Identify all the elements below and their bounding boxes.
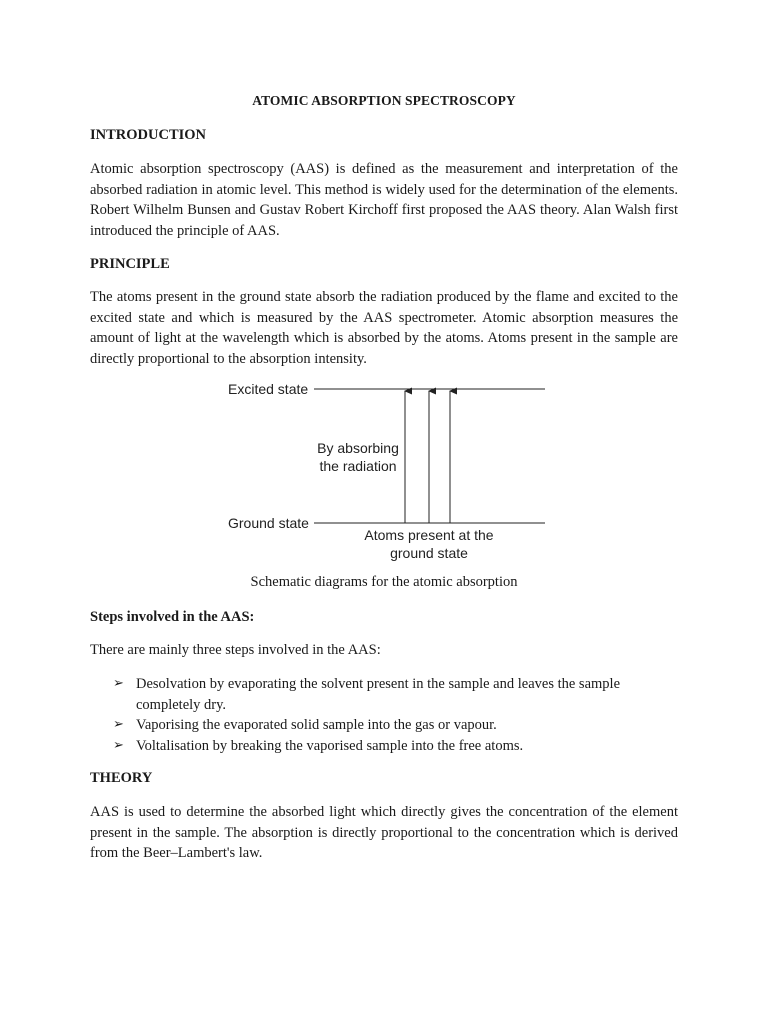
list-item: [90, 715, 636, 736]
steps-intro: There are mainly three steps involved in the AAS:: [90, 642, 381, 658]
ground-state-label: Ground state: [228, 515, 309, 531]
absorb-label-line1: By absorbing: [317, 440, 399, 456]
document-title: ATOMIC ABSORPTION SPECTROSCOPY: [252, 93, 516, 108]
introduction-paragraph: Atomic absorption spectroscopy (AAS) is defined as the measurement and interpretation of the absorbed radiation in atomic level. This method is widely used for the determination of the elements. Robert Wilhelm Bunsen and Gustav Robert Kirchoff first proposed the AAS theory. Alan Walsh first introduced the principle of AAS.: [90, 161, 678, 239]
steps-list: [90, 674, 678, 756]
atoms-label-line2: ground state: [390, 545, 468, 561]
principle-paragraph: The atoms present in the ground state absorb the radiation produced by the flame and excited to the excited state and which is measured by the AAS spectrometer. Atomic absorption measures the amount of light at the wavelength which is absorbed by the atoms. Atoms present in the sample are directly proportional to the absorption intensity.: [90, 289, 678, 367]
step-text: Desolvation by evaporating the solvent present in the sample and leaves the sample completely dry.: [136, 676, 621, 713]
absorption-diagram: [220, 376, 640, 572]
arrow-bullet-icon: ➢: [113, 737, 124, 753]
excited-state-label: Excited state: [228, 381, 309, 397]
principle-heading: PRINCIPLE: [90, 256, 170, 272]
step-text: Vaporising the evaporated solid sample into the gas or vapour.: [136, 717, 497, 733]
arrow-bullet-icon: ➢: [113, 717, 124, 732]
step-text: Voltalisation by breaking the vaporised sample into the free atoms.: [136, 737, 524, 754]
arrow-bullet-icon: ➢: [113, 676, 124, 691]
absorb-label-line2: the radiation: [319, 458, 397, 474]
atoms-label-line1: Atoms present at the: [364, 527, 494, 543]
introduction-heading: INTRODUCTION: [90, 127, 207, 143]
theory-heading: THEORY: [90, 770, 153, 786]
theory-paragraph: AAS is used to determine the absorbed light which directly gives the concentration of the element present in the sample. The absorption is directly proportional to the concentration which is derived from the Beer–Lambert's law.: [90, 804, 678, 861]
list-item: [90, 736, 636, 757]
diagram-caption: Schematic diagrams for the atomic absorption: [250, 574, 518, 590]
steps-heading: Steps involved in the AAS:: [90, 609, 255, 625]
list-item: [90, 674, 636, 715]
